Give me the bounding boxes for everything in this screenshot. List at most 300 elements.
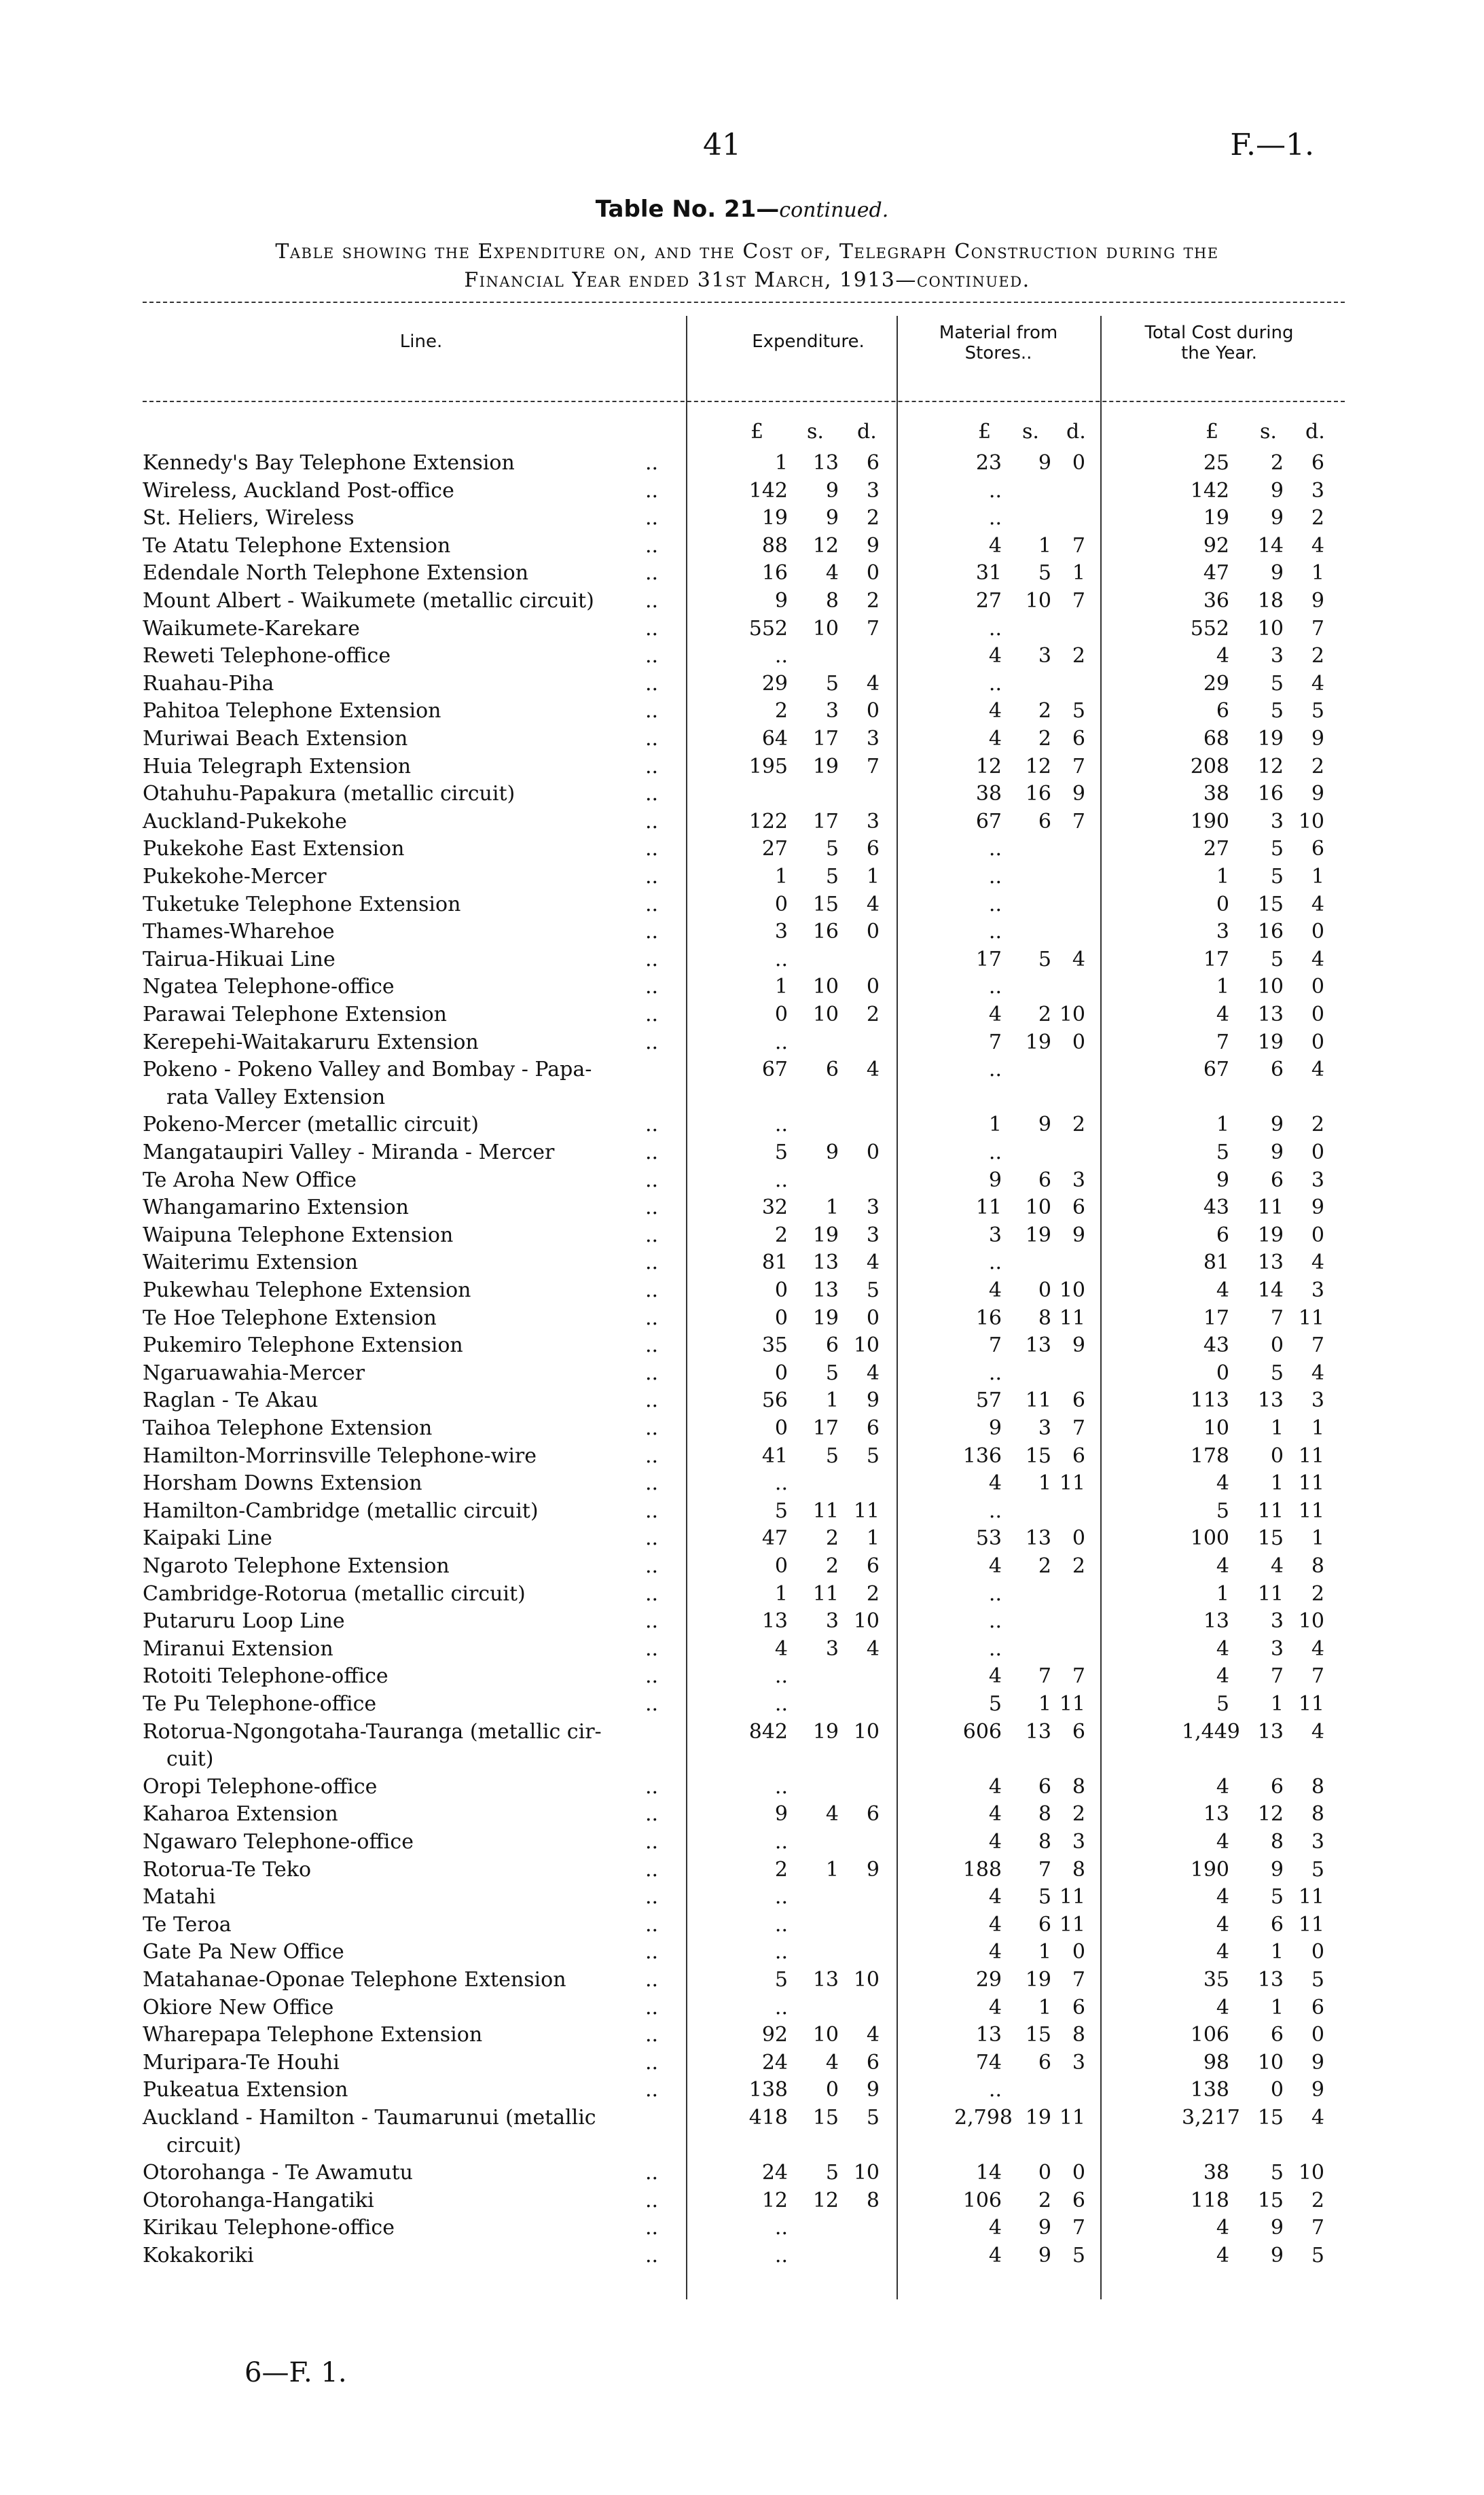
exp-shillings: 10 (812, 975, 839, 999)
exp-pounds: 1 (774, 865, 788, 888)
table-row (0, 2159, 1484, 2187)
leader-dots: .. (645, 699, 659, 723)
mat-pounds: .. (988, 1058, 1002, 1082)
exp-pounds: 2 (774, 1857, 788, 1882)
exp-pounds: 122 (748, 809, 788, 833)
exp-pence: 6 (866, 451, 880, 475)
mat-pounds: 74 (975, 2050, 1002, 2075)
exp-shillings: 9 (825, 1141, 839, 1164)
table-row (0, 1387, 1484, 1414)
tot-pence: 11 (1298, 1692, 1324, 1716)
line-name: Cambridge-Rotorua (metallic circuit) (143, 1581, 526, 1606)
line-name: Hamilton-Morrinsville Telephone-wire (143, 1443, 537, 1468)
exp-shillings: 5 (825, 1361, 839, 1385)
tot-pounds: 29 (1203, 671, 1229, 696)
leader-dots: .. (645, 865, 659, 888)
exp-shillings: 5 (825, 865, 839, 888)
mat-shillings: 15 (1025, 1443, 1051, 1468)
tot-shillings: 15 (1257, 892, 1284, 916)
leader-dots: .. (645, 1251, 659, 1275)
mat-pounds: .. (988, 1251, 1002, 1275)
leader-dots: .. (645, 1113, 659, 1137)
exp-shillings: 0 (825, 2078, 839, 2102)
exp-pence: 5 (866, 2106, 880, 2130)
tot-pence: 6 (1311, 1995, 1324, 2020)
mat-pence-unit: d. (1066, 420, 1086, 444)
table-title (0, 196, 1484, 223)
exp-pounds: .. (774, 1995, 788, 2020)
mat-shillings: 2 (1038, 699, 1051, 723)
tot-pence-unit: d. (1305, 420, 1325, 444)
table-row (0, 1001, 1484, 1028)
tot-pounds: 81 (1203, 1251, 1229, 1275)
exp-pence: 7 (866, 616, 880, 641)
tot-shillings: 8 (1270, 1830, 1284, 1854)
exp-shillings: 12 (812, 2188, 839, 2212)
exp-pence: 10 (853, 2161, 880, 2185)
table-row (0, 1084, 1484, 1111)
page-number: 41 (703, 128, 741, 162)
leader-dots: .. (645, 671, 659, 696)
tot-shillings: 5 (1270, 865, 1284, 888)
line-name: Ruahau-Piha (143, 671, 274, 696)
table-row (0, 1056, 1484, 1083)
tot-shillings: 11 (1257, 1581, 1284, 1606)
tot-pence: 4 (1311, 1058, 1324, 1082)
leader-dots: .. (645, 1912, 659, 1937)
exp-pence: 4 (866, 1058, 880, 1082)
exp-pence: 0 (866, 699, 880, 723)
table-row (0, 1994, 1484, 2022)
tot-pence: 3 (1311, 1278, 1324, 1302)
mat-shillings: 16 (1025, 782, 1051, 806)
line-name: Kennedy's Bay Telephone Extension (143, 451, 515, 475)
mat-shillings: 3 (1038, 644, 1051, 668)
mat-shillings: 13 (1025, 1333, 1051, 1358)
tot-shillings: 9 (1270, 1141, 1284, 1164)
tot-pence: 8 (1311, 1554, 1324, 1578)
mat-pounds: .. (988, 920, 1002, 944)
exp-pence: 0 (866, 920, 880, 944)
table-row (0, 560, 1484, 587)
table-row (0, 1525, 1484, 1552)
leader-dots: .. (645, 1968, 659, 1992)
exp-pounds: 47 (761, 1526, 788, 1551)
mat-shillings: 6 (1038, 1912, 1051, 1937)
tot-shillings: 9 (1270, 561, 1284, 586)
mat-shillings: 1 (1038, 1471, 1051, 1496)
mat-pounds: .. (988, 837, 1002, 861)
leader-dots: .. (645, 1498, 659, 1523)
tot-pounds: 9 (1216, 1168, 1229, 1192)
exp-pounds: .. (774, 1885, 788, 1909)
footer-signature-code: 6—F. 1. (245, 2357, 347, 2388)
mat-shilling-unit: s. (1022, 420, 1039, 444)
tot-pounds: 43 (1203, 1333, 1229, 1358)
mat-pence: 11 (1059, 1885, 1085, 1909)
tot-shillings: 15 (1257, 2188, 1284, 2212)
tot-pounds: 67 (1203, 1058, 1229, 1082)
exp-pounds: 138 (748, 2078, 788, 2102)
line-name: St. Heliers, Wireless (143, 506, 355, 531)
tot-pounds: 113 (1190, 1388, 1229, 1413)
tot-pounds: 552 (1190, 616, 1229, 641)
line-name: Wharepapa Telephone Extension (143, 2023, 483, 2047)
exp-pounds: .. (774, 1664, 788, 1689)
leader-dots: .. (645, 2161, 659, 2185)
mat-shillings: 2 (1038, 1554, 1051, 1578)
tot-pounds: 4 (1216, 1636, 1229, 1661)
exp-pence: 9 (866, 2078, 880, 2102)
tot-pounds: 6 (1216, 1223, 1229, 1247)
mat-pounds: .. (988, 671, 1002, 696)
table-row (0, 1332, 1484, 1359)
tot-shillings: 19 (1257, 727, 1284, 751)
exp-pounds: 64 (761, 727, 788, 751)
line-name: Huia Telegraph Extension (143, 754, 412, 778)
leader-dots: .. (645, 1940, 659, 1964)
leader-dots: .. (645, 2188, 659, 2212)
exp-pounds: 142 (748, 478, 788, 503)
tot-shillings: 13 (1257, 1388, 1284, 1413)
mat-shillings: 5 (1038, 947, 1051, 971)
line-name: Tuketuke Telephone Extension (143, 892, 461, 916)
tot-shillings: 5 (1270, 1361, 1284, 1385)
tot-pounds: 4 (1216, 2244, 1229, 2267)
table-row (0, 1470, 1484, 1497)
mat-pounds: 4 (988, 1278, 1002, 1302)
leader-dots: .. (645, 1196, 659, 1220)
tot-pounds: 92 (1203, 533, 1229, 558)
tot-shillings: 6 (1270, 1058, 1284, 1082)
tot-pence: 4 (1311, 671, 1324, 696)
leader-dots: .. (645, 1361, 659, 1385)
table-row (0, 1911, 1484, 1939)
exp-shillings: 10 (812, 2023, 839, 2047)
exp-pence: 11 (853, 1498, 880, 1523)
leader-dots: .. (645, 2050, 659, 2075)
tot-pounds: 36 (1203, 589, 1229, 613)
leader-dots: .. (645, 589, 659, 613)
table-row (0, 1139, 1484, 1166)
table-row (0, 1443, 1484, 1470)
exp-pounds: 5 (774, 1498, 788, 1523)
mat-shillings: 1 (1038, 533, 1051, 558)
mat-pence: 3 (1072, 1168, 1085, 1192)
mat-pounds: 17 (975, 947, 1002, 971)
tot-pence: 7 (1311, 616, 1324, 641)
tot-pence: 0 (1311, 1940, 1324, 1964)
exp-pence: 5 (866, 1443, 880, 1468)
mat-pounds: 4 (988, 644, 1002, 668)
tot-pounds: 190 (1190, 1857, 1229, 1882)
tot-pounds: 4 (1216, 1003, 1229, 1026)
mat-pence: 3 (1072, 2050, 1085, 2075)
mat-pounds: .. (988, 2078, 1002, 2102)
leader-dots: .. (645, 1581, 659, 1606)
tot-pence: 11 (1298, 1885, 1324, 1909)
tot-pounds: 4 (1216, 1912, 1229, 1937)
mat-shillings: 15 (1025, 2023, 1051, 2047)
exp-shillings: 13 (812, 1968, 839, 1992)
mat-shillings: 1 (1038, 1940, 1051, 1964)
mat-pounds: .. (988, 865, 1002, 888)
tot-pence: 3 (1311, 1388, 1324, 1413)
tot-pounds: 3,217 (1182, 2106, 1240, 2130)
tot-pence: 9 (1311, 727, 1324, 751)
exp-pounds: .. (774, 947, 788, 971)
exp-pounds: 195 (748, 754, 788, 778)
mat-pounds: 4 (988, 533, 1002, 558)
mat-pounds: .. (988, 506, 1002, 531)
exp-pence: 10 (853, 1719, 880, 1744)
table-title-main: Table No. 21— (595, 196, 780, 223)
leader-dots: .. (645, 1995, 659, 2020)
tot-shillings: 13 (1257, 1968, 1284, 1992)
header-expenditure: Expenditure. (752, 331, 865, 352)
leader-dots: .. (645, 1003, 659, 1026)
mat-pence: 0 (1072, 2161, 1085, 2185)
mat-shillings: 9 (1038, 2244, 1051, 2267)
line-name: Oropi Telephone-office (143, 1774, 378, 1799)
mat-pounds: .. (988, 1636, 1002, 1661)
table-row (0, 1829, 1484, 1856)
tot-shillings: 6 (1270, 1912, 1284, 1937)
line-name: cuit) (166, 1747, 214, 1772)
line-name: Ngawaro Telephone-office (143, 1830, 414, 1854)
exp-pounds: .. (774, 1830, 788, 1854)
tot-shillings: 0 (1270, 1443, 1284, 1468)
mat-pounds: 4 (988, 2216, 1002, 2240)
exp-shillings: 3 (825, 1636, 839, 1661)
caption-line-2: Financial Year ended 31st March, 1913—continued. (464, 268, 1030, 292)
tot-shillings: 12 (1257, 754, 1284, 778)
line-name: Pukekohe-Mercer (143, 865, 327, 888)
exp-pounds: 0 (774, 1278, 788, 1302)
tot-pounds: 0 (1216, 892, 1229, 916)
mat-pence: 7 (1072, 589, 1085, 613)
table-row (0, 1222, 1484, 1249)
line-name: Rotoiti Telephone-office (143, 1664, 388, 1689)
mat-pounds: .. (988, 1141, 1002, 1164)
mat-pence: 9 (1072, 782, 1085, 806)
header-material-line-1: Material from (939, 323, 1058, 343)
exp-pounds: .. (774, 1692, 788, 1716)
line-name: Hamilton-Cambridge (metallic circuit) (143, 1498, 539, 1523)
exp-pounds: 1 (774, 451, 788, 475)
exp-shillings: 13 (812, 1278, 839, 1302)
mat-pounds: 67 (975, 809, 1002, 833)
line-name: Otahuhu-Papakura (metallic circuit) (143, 782, 515, 806)
exp-pounds: 12 (761, 2188, 788, 2212)
exp-pence: 3 (866, 727, 880, 751)
mat-pounds: 4 (988, 1912, 1002, 1937)
tot-shillings: 11 (1257, 1498, 1284, 1523)
leader-dots: .. (645, 2078, 659, 2102)
mat-pounds: .. (988, 478, 1002, 503)
table-row (0, 725, 1484, 753)
line-name: Taihoa Telephone Extension (143, 1416, 433, 1440)
exp-pence: 2 (866, 1581, 880, 1606)
leader-dots: .. (645, 1278, 659, 1302)
mat-pence: 6 (1072, 1388, 1085, 1413)
tot-shillings: 5 (1270, 671, 1284, 696)
mat-pence: 3 (1072, 1830, 1085, 1854)
tot-shillings: 13 (1257, 1003, 1284, 1026)
exp-pounds: 1 (774, 1581, 788, 1606)
leader-dots: .. (645, 561, 659, 586)
mat-pence: 6 (1072, 1719, 1085, 1744)
caption-line-1: Table showing the Expenditure on, and the Cost of, Telegraph Construction during the (275, 240, 1219, 264)
tot-pounds: 0 (1216, 1361, 1229, 1385)
leader-dots: .. (645, 892, 659, 916)
tot-pence: 2 (1311, 2188, 1324, 2212)
mat-pounds: .. (988, 1498, 1002, 1523)
line-name: Otorohanga-Hangatiki (143, 2188, 374, 2212)
mat-pence: 6 (1072, 1995, 1085, 2020)
table-row (0, 615, 1484, 643)
line-name: Tairua-Hikuai Line (143, 947, 336, 971)
exp-pounds: .. (774, 2216, 788, 2240)
tot-pounds: 5 (1216, 1498, 1229, 1523)
leader-dots: .. (645, 1306, 659, 1330)
mat-pounds: 606 (962, 1719, 1002, 1744)
table-row (0, 698, 1484, 725)
mat-pounds: 106 (962, 2188, 1002, 2212)
line-name: Ngaroto Telephone Extension (143, 1554, 450, 1578)
exp-pounds: 0 (774, 1554, 788, 1578)
table-row (0, 1856, 1484, 1884)
tot-shillings: 0 (1270, 2078, 1284, 2102)
line-name: Auckland-Pukekohe (143, 809, 347, 833)
exp-pence: 4 (866, 2023, 880, 2047)
table-row (0, 670, 1484, 698)
exp-pounds: 418 (748, 2106, 788, 2130)
leader-dots: .. (645, 1636, 659, 1661)
line-name: Te Aroha New Office (143, 1168, 357, 1192)
exp-pounds: 9 (774, 1802, 788, 1827)
exp-shillings: 5 (825, 837, 839, 861)
tot-pence: 2 (1311, 754, 1324, 778)
exp-shillings: 6 (825, 1333, 839, 1358)
tot-pounds: 5 (1216, 1692, 1229, 1716)
tot-pounds: 1 (1216, 1113, 1229, 1137)
exp-shillings: 5 (825, 1443, 839, 1468)
line-name: Te Pu Telephone-office (143, 1692, 377, 1716)
table-row (0, 1249, 1484, 1276)
exp-shillings: 12 (812, 533, 839, 558)
mat-pounds: .. (988, 892, 1002, 916)
mat-shillings: 1 (1038, 1692, 1051, 1716)
exp-shillings: 2 (825, 1526, 839, 1551)
mat-pence: 0 (1072, 1940, 1085, 1964)
leader-dots: .. (645, 975, 659, 999)
table-row (0, 2187, 1484, 2214)
exp-shillings: 15 (812, 2106, 839, 2130)
tot-shillings: 18 (1257, 589, 1284, 613)
tot-shillings: 10 (1257, 2050, 1284, 2075)
tot-shillings: 9 (1270, 1857, 1284, 1882)
mat-pounds: 4 (988, 1554, 1002, 1578)
leader-dots: .. (645, 644, 659, 668)
mat-pounds: 9 (988, 1168, 1002, 1192)
tot-pounds: 1 (1216, 865, 1229, 888)
exp-shillings: 13 (812, 1251, 839, 1275)
line-name: Raglan - Te Akau (143, 1388, 319, 1413)
tot-pence: 1 (1311, 865, 1324, 888)
mat-pounds: 12 (975, 754, 1002, 778)
exp-pence: 2 (866, 589, 880, 613)
exp-pence: 0 (866, 561, 880, 586)
mat-pounds: 7 (988, 1333, 1002, 1358)
exp-pounds: .. (774, 2244, 788, 2267)
table-row (0, 1939, 1484, 1966)
mat-pounds: 38 (975, 782, 1002, 806)
tot-pence: 1 (1311, 561, 1324, 586)
tot-pence: 0 (1311, 1141, 1324, 1164)
exp-shillings: 4 (825, 1802, 839, 1827)
exp-pence: 3 (866, 1196, 880, 1220)
tot-pence: 5 (1311, 699, 1324, 723)
tot-pounds: 17 (1203, 1306, 1229, 1330)
tot-shillings: 7 (1270, 1306, 1284, 1330)
leader-dots: .. (645, 1885, 659, 1909)
tot-shillings: 1 (1270, 1692, 1284, 1716)
leader-dots: .. (645, 809, 659, 833)
mat-shillings: 7 (1038, 1664, 1051, 1689)
line-name: Reweti Telephone-office (143, 644, 391, 668)
tot-pounds: 4 (1216, 2216, 1229, 2240)
tot-pence: 1 (1311, 1526, 1324, 1551)
top-rule (143, 302, 1345, 303)
table-row (0, 1194, 1484, 1221)
exp-pounds: 9 (774, 589, 788, 613)
exp-pounds: 24 (761, 2050, 788, 2075)
mat-pence: 10 (1059, 1278, 1085, 1302)
mat-shillings: 2 (1038, 1003, 1051, 1026)
tot-pounds: 4 (1216, 1554, 1229, 1578)
mat-shillings: 9 (1038, 451, 1051, 475)
line-name: Kaharoa Extension (143, 1802, 338, 1827)
tot-pence: 10 (1298, 2161, 1324, 2185)
tot-pence: 7 (1311, 1664, 1324, 1689)
table-row (0, 808, 1484, 836)
tot-pounds: 6 (1216, 699, 1229, 723)
table-row (0, 2242, 1484, 2269)
table-row (0, 1691, 1484, 1718)
mat-pence: 11 (1059, 1471, 1085, 1496)
tot-shillings: 7 (1270, 1664, 1284, 1689)
tot-pounds: 4 (1216, 1664, 1229, 1689)
line-name: Te Atatu Telephone Extension (143, 533, 451, 558)
exp-pence: 0 (866, 975, 880, 999)
leader-dots: .. (645, 1443, 659, 1468)
exp-pounds: 0 (774, 892, 788, 916)
tot-pounds: 208 (1190, 754, 1229, 778)
table-row (0, 533, 1484, 560)
tot-shillings: 2 (1270, 451, 1284, 475)
exp-pence: 2 (866, 506, 880, 531)
line-name: Miranui Extension (143, 1636, 333, 1661)
exp-pence: 3 (866, 809, 880, 833)
mat-shillings: 7 (1038, 1857, 1051, 1882)
mat-shillings: 6 (1038, 2050, 1051, 2075)
tot-pence: 10 (1298, 1609, 1324, 1634)
line-name: Gate Pa New Office (143, 1940, 344, 1964)
leader-dots: .. (645, 727, 659, 751)
tot-pound-unit: £ (1206, 420, 1219, 444)
mat-shillings: 10 (1025, 1196, 1051, 1220)
